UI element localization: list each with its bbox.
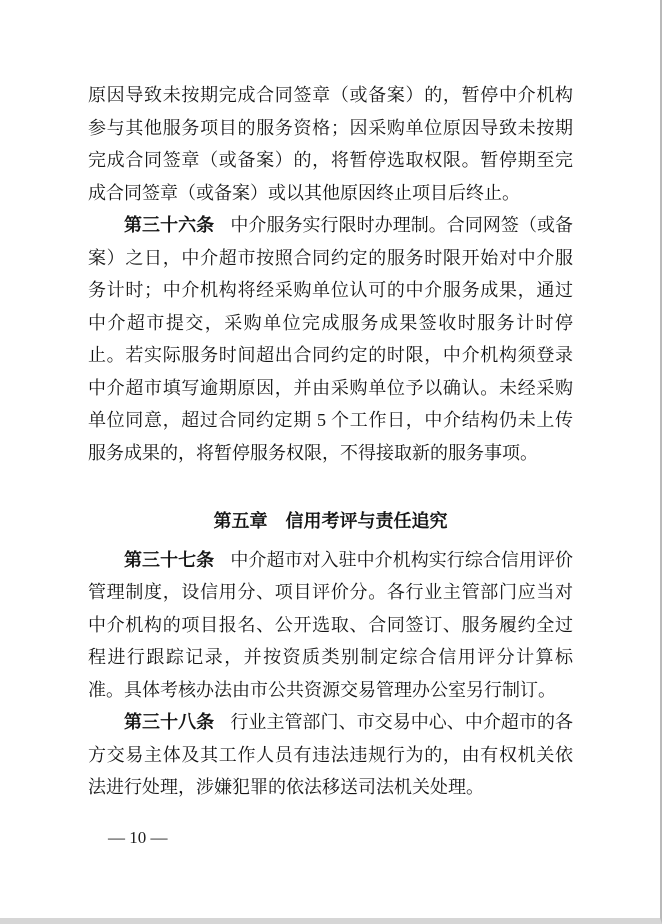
article-36-text: 中介服务实行限时办理制。合同网签（或备案）之日，中介超市按照合同约定的服务时限开始对中介服务计时；中介机构将经采购单位认可的中介服务成果，通过中介超市提交，采购单位完成服务成果签收时服务计时停止。若实际服务时间超出合同约定的时限，中介机构须登录中介超市填写逾期原因，并由采购单位予以确认。未经采购单位同意，超过合同约定期 5 个工作日，中介结构仍未上传服务成果的，将暂停服务权限，不得接取新的服务事项。 <box>88 215 574 463</box>
article-38-text: 行业主管部门、市交易中心、中介超市的各方交易主体及其工作人员有违法违规行为的，由有权机关依法进行处理，涉嫌犯罪的依法移送司法机关处理。 <box>88 712 574 797</box>
article-37-lead: 第三十七条 <box>124 549 215 570</box>
paragraph-continuation <box>88 79 573 209</box>
paragraph-continuation-text: 原因导致未按期完成合同签章（或备案）的，暂停中介机构参与其他服务项目的服务资格；因采购单位原因导致未按期完成合同签章（或备案）的，将暂停选取权限。暂停期至完成合同签章（或备案）或以其他原因终止项目后终止。 <box>88 85 573 203</box>
paragraph-article-37 <box>88 544 573 707</box>
article-38-lead: 第三十八条 <box>124 712 215 732</box>
chapter-heading: 第五章 信用考评与责任追究 <box>213 511 448 531</box>
page-number: — 10 — <box>108 827 168 847</box>
paragraph-article-38 <box>88 706 573 804</box>
paragraph-article-36 <box>88 209 573 469</box>
article-36-lead: 第三十六条 <box>124 215 215 235</box>
article-37-text: 中介超市对入驻中介机构实行综合信用评价管理制度，设信用分、项目评价分。各行业主管部门应当对中介机构的项目报名、公开选取、合同签订、服务履约全过程进行跟踪记录，并按资质类别制定综合信用评分计算标准。具体考核办法由市公共资源交易管理办公室另行制订。 <box>88 549 574 700</box>
document-body <box>88 79 573 804</box>
